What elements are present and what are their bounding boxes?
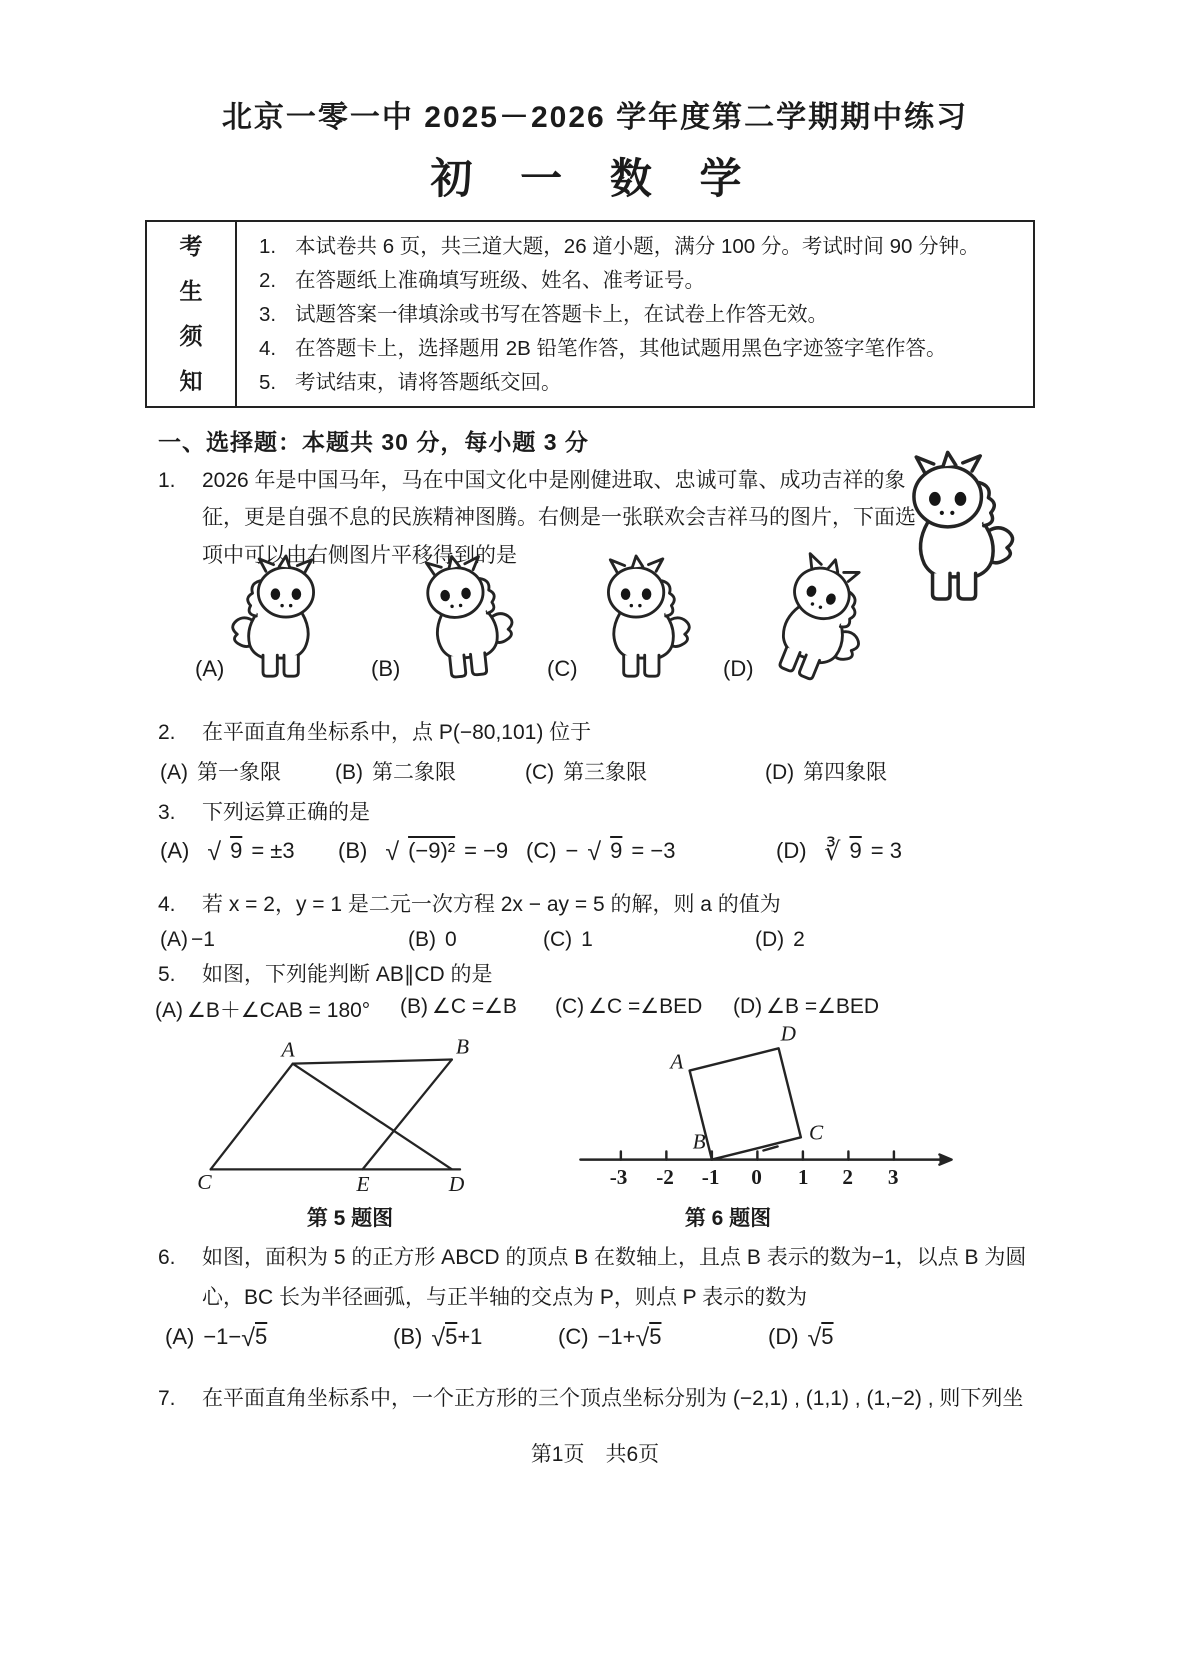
question-4-text: 若 x = 2，y = 1 是二元一次方程 2x − ay = 5 的解，则 a 的值为: [202, 893, 781, 916]
option-a-radicand: 5: [255, 1324, 268, 1349]
question-2: [158, 714, 1038, 751]
fig5-label-e: E: [356, 1171, 370, 1196]
option-a-label: (A): [160, 761, 188, 784]
option-d-radicand: 9: [849, 838, 862, 863]
option-d: [776, 838, 902, 864]
option-a: [160, 928, 408, 952]
question-1-options-row: [195, 556, 899, 680]
question-3-text: 下列运算正确的是: [202, 801, 370, 824]
notice-item-number: 3.: [259, 303, 277, 327]
tick-2: 2: [842, 1164, 853, 1189]
option-c-text: 第三象限: [563, 761, 648, 784]
radical-sign: √: [385, 838, 400, 866]
option-b-radicand: (−9)²: [408, 838, 456, 863]
notice-items: [237, 222, 1033, 406]
option-a-label: (A): [160, 838, 190, 863]
notice-item: [259, 268, 1025, 294]
fig6-label-c: C: [808, 1120, 824, 1145]
page-footer: 第1页 共6页: [530, 1443, 660, 1466]
question-7: [158, 1380, 1050, 1417]
option-b: [338, 838, 526, 864]
horse-option-a-illustration: [228, 556, 340, 680]
option-a-label: (A): [165, 1324, 195, 1349]
option-c-label: (C): [558, 1324, 589, 1349]
option-c: [543, 928, 755, 952]
radical-sign: √: [807, 1324, 822, 1352]
option-c-label: (C): [543, 928, 573, 951]
option-b: [371, 556, 547, 680]
horse-option-c-illustration: [582, 556, 694, 680]
notice-item: [259, 370, 1025, 396]
segment-AB: [293, 1060, 452, 1064]
option-d-label: (D): [776, 838, 807, 863]
question-6-number: 6.: [158, 1246, 176, 1269]
fig6-label-b: B: [692, 1129, 706, 1154]
question-4-options: [160, 928, 805, 952]
option-a-label: (A): [195, 656, 225, 681]
option-b-radicand: 5: [445, 1324, 458, 1349]
option-d-label: (D): [768, 1324, 799, 1349]
notice-side-text: 考生须知: [179, 233, 203, 394]
tick-0: 0: [751, 1164, 762, 1189]
option-a-text: 第一象限: [197, 761, 281, 784]
notice-item-number: 1.: [259, 235, 277, 258]
question-3-options: [160, 838, 902, 864]
notice-item-number: 2.: [259, 269, 277, 293]
option-c: [526, 838, 776, 864]
option-a: [160, 756, 335, 786]
option-a-rhs: = ±3: [251, 838, 295, 863]
horse-shape: [914, 452, 1013, 599]
option-c-sign: −: [565, 838, 579, 863]
notice-item-text: 试题答案一律填涂或书写在答题卡上，在试卷上作答无效。: [295, 303, 828, 327]
option-b-label: (B): [393, 1324, 423, 1349]
question-5-figure: [195, 1034, 565, 1196]
option-a-label: (A): [155, 999, 183, 1022]
option-c-pre: −1+: [597, 1324, 636, 1349]
option-d: [768, 1324, 834, 1350]
radical-sign: √: [431, 1324, 446, 1352]
fig6-label-a: A: [670, 1049, 684, 1074]
option-b: [393, 1324, 558, 1350]
question-2-options: [160, 756, 887, 786]
option-c-label: (C): [555, 995, 585, 1018]
notice-item: [259, 234, 1025, 260]
fig6-caption: 第 6 题图: [684, 1207, 772, 1230]
cube-root-sign: ∛: [824, 838, 841, 866]
examinee-notice-box: [145, 220, 1035, 408]
option-b-label: (B): [338, 838, 368, 863]
question-2-number: 2.: [158, 721, 176, 744]
segment-AC: [211, 1064, 293, 1170]
question-3-number: 3.: [158, 801, 176, 824]
option-b-label: (B): [400, 995, 428, 1018]
question-6-text: 如图，面积为 5 的正方形 ABCD 的顶点 B 在数轴上，且点 B 表示的数为−1，以点 B 为圆心，BC 长为半径画弧，与正半轴的交点为 P，则点 P 表示的数为: [202, 1246, 1027, 1309]
question-7-number: 7.: [158, 1387, 176, 1410]
notice-item-text: 考试结束，请将答题纸交回。: [295, 371, 562, 395]
option-a: [195, 556, 371, 680]
option-b: [400, 994, 555, 1024]
option-a-label: (A): [160, 928, 188, 951]
option-b-label: (B): [408, 928, 436, 951]
exam-title: 北京一零一中 2025－2026 学年度第二学期期中练习: [221, 101, 969, 134]
option-a: [155, 994, 400, 1024]
question-5: [158, 956, 1038, 993]
question-5-number: 5.: [158, 963, 176, 986]
notice-side-label: [147, 222, 237, 406]
option-a-pre: −1−: [203, 1324, 242, 1349]
question-7-text: 在平面直角坐标系中，一个正方形的三个顶点坐标分别为 (−2,1) , (1,1) , (1,−2) , 则下列坐: [202, 1387, 1024, 1410]
fig5-label-c: C: [197, 1169, 212, 1194]
tick--2: -2: [656, 1164, 674, 1189]
option-b-text: ∠C =∠B: [432, 995, 517, 1018]
exam-subject-title: 初 一 数 学: [430, 155, 760, 202]
question-3: [158, 794, 1038, 831]
section-heading-choice: 一、选择题：本题共 30 分，每小题 3 分: [158, 429, 589, 455]
question-5-text: 如图，下列能判断 AB∥CD 的是: [202, 963, 493, 986]
option-d-radicand: 5: [821, 1324, 834, 1349]
radical-sign: √: [635, 1324, 650, 1352]
notice-item-text: 在答题卡上，选择题用 2B 铅笔作答，其他试题用黑色字迹签字笔作答。: [295, 337, 947, 361]
option-c-rhs: = −3: [631, 838, 676, 863]
option-b: [408, 928, 543, 952]
fig6-label-d: D: [780, 1021, 796, 1046]
option-d-rhs: = 3: [870, 838, 902, 863]
notice-item-number: 4.: [259, 337, 277, 361]
notice-item-text: 在答题纸上准确填写班级、姓名、准考证号。: [295, 269, 705, 293]
option-d-label: (D): [733, 995, 763, 1018]
horse-option-d-illustration: [758, 556, 870, 680]
option-b-rhs: = −9: [464, 838, 509, 863]
question-6-options: [165, 1324, 834, 1350]
question-2-text: 在平面直角坐标系中，点 P(−80,101) 位于: [202, 721, 592, 744]
option-d-label: (D): [765, 761, 795, 784]
horse-shape: [233, 556, 314, 676]
question-4-number: 4.: [158, 893, 176, 916]
fig5-label-a: A: [281, 1037, 295, 1062]
option-b-text: 第二象限: [372, 761, 456, 784]
radical-sign: √: [587, 838, 602, 866]
fig5-label-d: D: [448, 1171, 465, 1196]
tick--3: -3: [609, 1164, 628, 1189]
option-d: [755, 928, 805, 952]
option-c: [558, 1324, 768, 1350]
option-d-text: 2: [793, 928, 805, 951]
option-a-text: ∠B＋∠CAB = 180°: [187, 999, 371, 1022]
option-d-label: (D): [755, 928, 785, 951]
question-4: [158, 886, 1038, 923]
horse-shape: [608, 556, 689, 676]
notice-item: [259, 302, 1025, 328]
notice-item-text: 本试卷共 6 页，共三道大题，26 道小题，满分 100 分。考试时间 90 分钟。: [295, 235, 980, 258]
notice-item: [259, 336, 1025, 362]
option-a-radicand: 9: [230, 838, 243, 863]
option-a-text: −1: [191, 928, 215, 951]
notice-item-number: 5.: [259, 371, 277, 395]
tick-1: 1: [797, 1164, 809, 1189]
option-c: [547, 556, 723, 680]
option-b-label: (B): [371, 656, 401, 681]
option-d: [765, 756, 887, 786]
question-6: [158, 1238, 1042, 1318]
option-c-label: (C): [525, 761, 555, 784]
mascot-horse-illustration: [886, 452, 1014, 604]
tick--1: -1: [701, 1164, 720, 1189]
number-line-arrow: [939, 1155, 951, 1165]
radical-sign: √: [241, 1324, 255, 1352]
option-c: [525, 756, 765, 786]
question-1-text: 2026 年是中国马年，马在中国文化中是刚健进取、忠诚可靠、成功吉祥的象征，更是自强不息的民族精神图腾。右侧是一张联欢会吉祥马的图片，下面选项中可以由右侧图片平移得到的是: [202, 469, 916, 567]
option-b-rhs: +1: [457, 1324, 483, 1349]
option-d-label: (D): [723, 656, 754, 681]
segment-AD: [293, 1064, 452, 1170]
option-b-label: (B): [335, 761, 363, 784]
square-ABCD: [690, 1048, 801, 1159]
option-c-radicand: 5: [649, 1324, 662, 1349]
option-c-label: (C): [547, 656, 578, 681]
option-d-text: ∠B =∠BED: [766, 995, 880, 1018]
option-a: [165, 1324, 393, 1350]
radical-sign: √: [207, 838, 222, 866]
horse-shape: [424, 551, 517, 679]
option-b-text: 0: [445, 928, 457, 951]
fig5-label-b: B: [455, 1034, 470, 1059]
segment-EB: [363, 1060, 452, 1170]
option-d: [723, 556, 899, 680]
option-c-label: (C): [526, 838, 557, 863]
fig5-caption: 第 5 题图: [306, 1207, 394, 1230]
option-c-text: 1: [581, 928, 593, 951]
option-c-text: ∠C =∠BED: [588, 995, 703, 1018]
question-6-figure: [565, 1016, 970, 1194]
option-c-radicand: 9: [610, 838, 623, 863]
option-d-text: 第四象限: [803, 761, 888, 784]
horse-option-b-illustration: [404, 556, 516, 680]
option-b: [335, 756, 525, 786]
option-a: [160, 838, 338, 864]
question-1-number: 1.: [158, 469, 176, 492]
horse-shape: [764, 549, 884, 691]
tick-3: 3: [887, 1164, 899, 1189]
